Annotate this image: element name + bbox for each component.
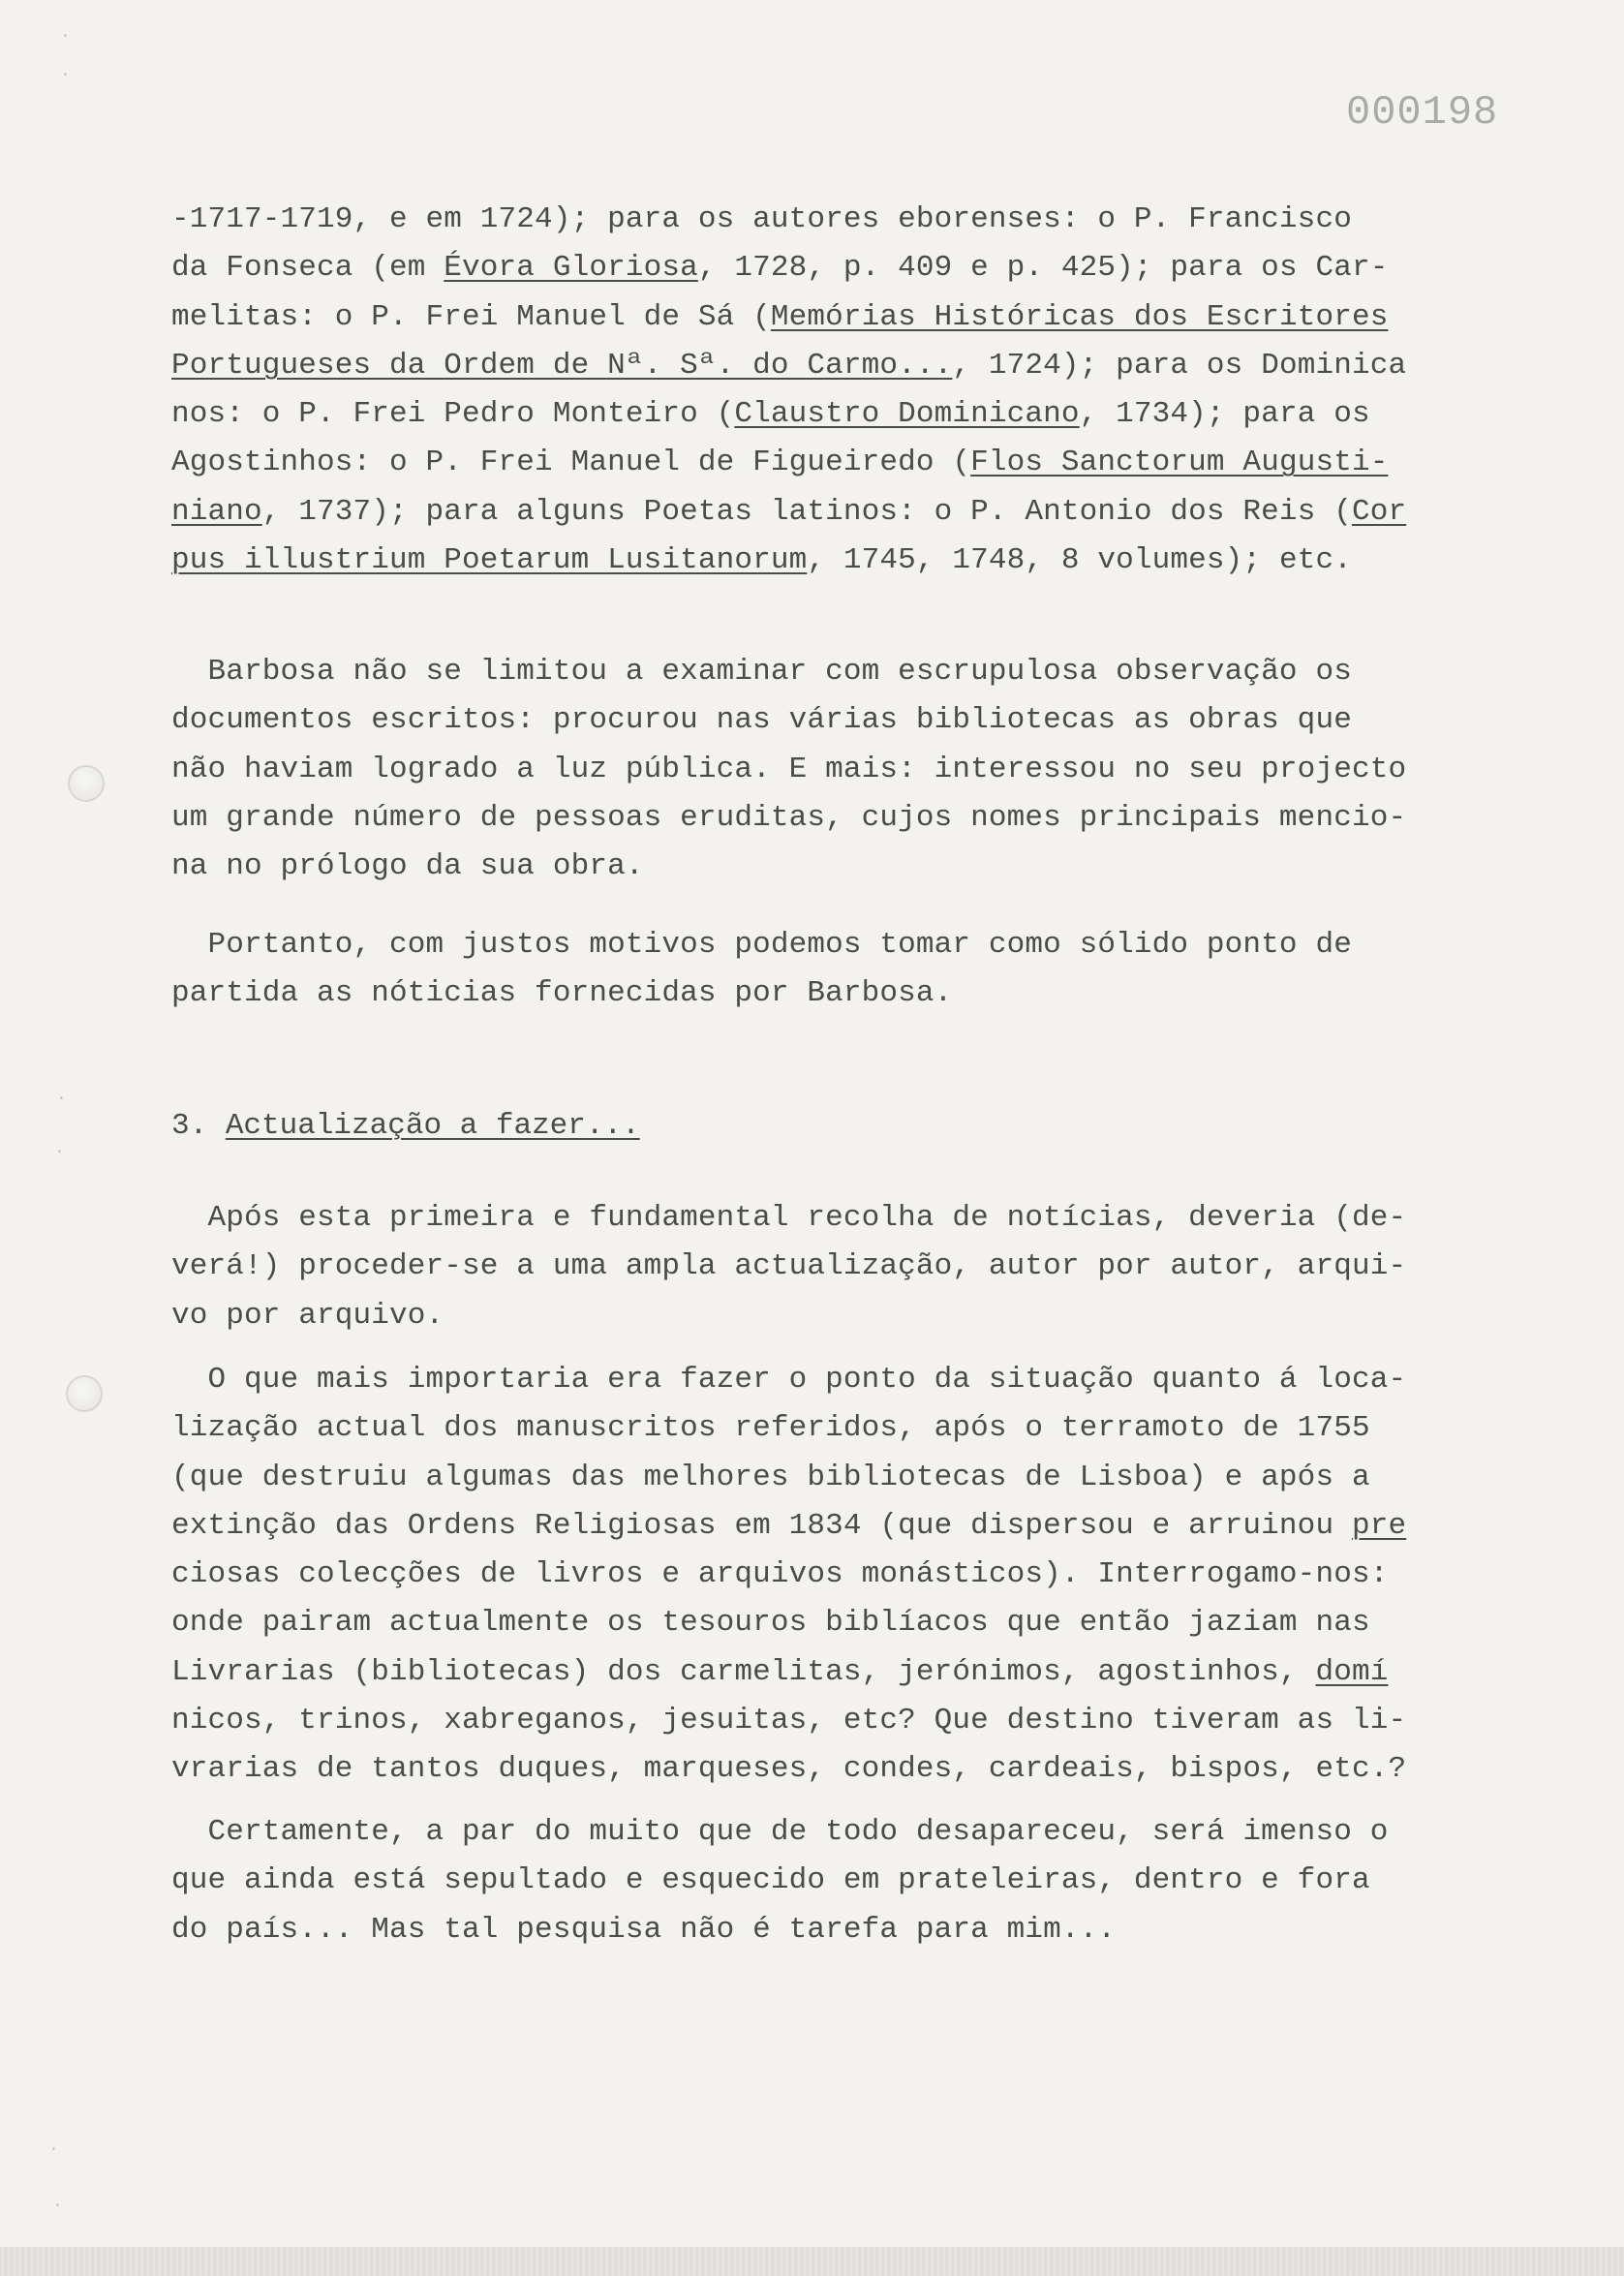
text-line	[171, 1292, 1527, 1340]
text-run: Após esta primeira e fundamental recolha de notícias, deveria (de-	[171, 1201, 1407, 1235]
text-line	[171, 746, 1527, 794]
margin-speck: ·	[60, 66, 71, 85]
text-line	[171, 1906, 1527, 1954]
margin-speck: ·	[54, 1143, 65, 1162]
paper-bottom-edge	[0, 2247, 1624, 2276]
margin-speck: ·	[48, 2140, 59, 2160]
text-line	[171, 196, 1527, 244]
text-line	[171, 696, 1527, 745]
text-run: ciosas colecções de livros e arquivos monásticos). Interrogamo-nos:	[171, 1557, 1389, 1592]
text-run: O que mais importaria era fazer o ponto da situação quanto á loca-	[171, 1363, 1407, 1397]
text-run: verá!) proceder-se a uma ampla actualização, autor por autor, arqui-	[171, 1249, 1407, 1284]
text-line	[171, 1356, 1527, 1404]
text-run: Barbosa não se limitou a examinar com escrupulosa observação os	[171, 655, 1352, 689]
margin-speck: ·	[56, 1090, 67, 1109]
text-line	[171, 1857, 1527, 1905]
text-line	[171, 794, 1527, 843]
margin-speck: ·	[52, 2197, 63, 2216]
text-run: partida as nóticias fornecidas por Barbosa.	[171, 976, 953, 1011]
text-run: Portanto, com justos motivos podemos tomar como sólido ponto de	[171, 928, 1352, 962]
paragraph-3	[171, 921, 1527, 1019]
text-line	[171, 1551, 1527, 1599]
underlined-title: Portugueses da Ordem de Nª. Sª. do Carmo...	[171, 348, 953, 383]
text-run: Agostinhos: o P. Frei Manuel de Figueiredo (	[171, 446, 971, 480]
text-run: nicos, trinos, xabreganos, jesuitas, etc? Que destino tiveram as li-	[171, 1704, 1407, 1738]
underlined-title: domí	[1315, 1654, 1389, 1689]
paragraph-6	[171, 1808, 1527, 1954]
text-line	[171, 1808, 1527, 1857]
underlined-title: pre	[1351, 1508, 1407, 1543]
text-run: -1717-1719, e em 1724); para os autores eborenses: o P. Francisco	[171, 202, 1352, 236]
text-run: um grande número de pessoas eruditas, cujos nomes principais mencio-	[171, 800, 1407, 835]
paragraph-4	[171, 1194, 1527, 1340]
punch-hole-icon	[66, 1375, 103, 1412]
text-line	[171, 1454, 1527, 1502]
text-run: , 1724); para os Dominica	[952, 348, 1407, 383]
margin-speck: ·	[60, 27, 71, 46]
text-line	[171, 439, 1527, 487]
paragraph-5	[171, 1356, 1527, 1795]
text-run: na no prólogo da sua obra.	[171, 849, 644, 884]
paragraph-1	[171, 196, 1527, 585]
text-run: extinção das Ordens Religiosas em 1834 (que dispersou e arruinou	[171, 1508, 1352, 1543]
page-number: 000198	[1346, 89, 1499, 136]
paragraph-2	[171, 648, 1527, 891]
text-run: vo por arquivo.	[171, 1298, 444, 1333]
text-run: Certamente, a par do muito que de todo desapareceu, será imenso o	[171, 1815, 1389, 1849]
underlined-title: pus illustrium Poetarum Lusitanorum	[171, 543, 808, 578]
underlined-title: Flos Sanctorum Augusti-	[970, 446, 1389, 480]
text-run: melitas: o P. Frei Manuel de Sá (	[171, 299, 771, 334]
text-line	[171, 244, 1527, 292]
underlined-title: Cor	[1351, 494, 1407, 529]
underlined-title: Claustro Dominicano	[734, 397, 1080, 432]
text-line	[171, 843, 1527, 891]
text-run: nos: o P. Frei Pedro Monteiro (	[171, 397, 735, 432]
text-line	[171, 648, 1527, 696]
text-line	[171, 1599, 1527, 1647]
text-run: , 1745, 1748, 8 volumes); etc.	[807, 543, 1352, 578]
text-run: vrarias de tantos duques, marqueses, condes, cardeais, bispos, etc.?	[171, 1752, 1407, 1787]
text-line	[171, 488, 1527, 537]
text-run: , 1734); para os	[1079, 397, 1370, 432]
text-line	[171, 1697, 1527, 1745]
text-run: onde pairam actualmente os tesouros biblíacos que então jaziam nas	[171, 1606, 1370, 1641]
text-run: , 1737); para alguns Poetas latinos: o P. Antonio dos Reis (	[261, 494, 1352, 529]
text-run: (que destruiu algumas das melhores bibliotecas de Lisboa) e após a	[171, 1460, 1370, 1494]
text-line	[171, 1194, 1527, 1243]
text-line	[171, 1745, 1527, 1794]
text-line	[171, 537, 1527, 585]
underlined-title: niano	[171, 494, 262, 529]
section-number: 3.	[171, 1109, 226, 1143]
text-line	[171, 342, 1527, 390]
punch-hole-icon	[68, 765, 105, 802]
text-line	[171, 1648, 1527, 1697]
text-run: não haviam logrado a luz pública. E mais: interessou no seu projecto	[171, 752, 1407, 786]
text-run: Livrarias (bibliotecas) dos carmelitas, jerónimos, agostinhos,	[171, 1654, 1316, 1689]
text-run: , 1728, p. 409 e p. 425); para os Car-	[697, 251, 1389, 286]
text-run: do país... Mas tal pesquisa não é tarefa para mim...	[171, 1912, 1117, 1947]
text-run: que ainda está sepultado e esquecido em prateleiras, dentro e fora	[171, 1863, 1370, 1898]
text-line	[171, 1502, 1527, 1551]
text-run: da Fonseca (em	[171, 251, 444, 286]
underlined-title: Évora Gloriosa	[444, 251, 698, 286]
section-heading	[171, 1102, 640, 1151]
text-line	[171, 921, 1527, 969]
text-line	[171, 390, 1527, 439]
underlined-title: Memórias Históricas dos Escritores	[770, 299, 1389, 334]
text-line	[171, 1243, 1527, 1291]
text-line	[171, 969, 1527, 1018]
text-run: documentos escritos: procurou nas várias bibliotecas as obras que	[171, 703, 1352, 738]
text-line	[171, 1404, 1527, 1453]
section-title: Actualização a fazer...	[225, 1109, 640, 1143]
text-run: lização actual dos manuscritos referidos, após o terramoto de 1755	[171, 1411, 1370, 1446]
text-line	[171, 293, 1527, 342]
